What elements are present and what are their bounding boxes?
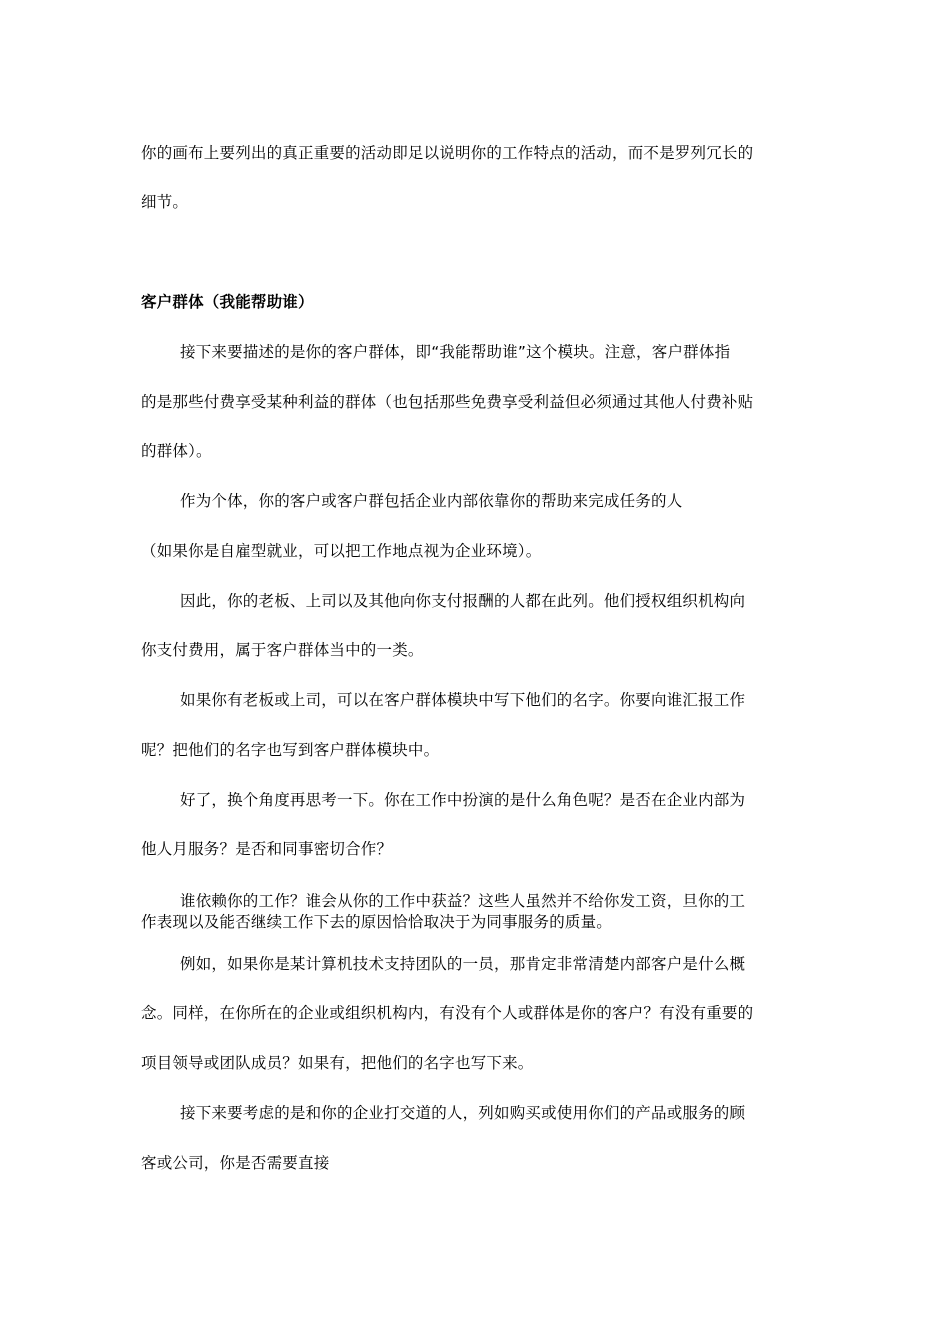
paragraph-line: 呢？把他们的名字也写到客户群体模块中。	[141, 741, 440, 759]
intro-line-1: 你的画布上要列出的真正重要的活动即足以说明你的工作特点的活动，而不是罗列冗长的	[141, 144, 754, 162]
paragraph-line: 的群体）。	[141, 442, 212, 460]
paragraph-line: 接下来要描述的是你的客户群体，即“我能帮助谁”这个模块。注意，客户群体指	[180, 343, 731, 361]
paragraph-line: 你支付费用，属于客户群体当中的一类。	[141, 641, 424, 659]
paragraph-line: 接下来要考虑的是和你的企业打交道的人，列如购买或使用你们的产品或服务的顾	[180, 1104, 746, 1122]
paragraph-line: 的是那些付费享受某种利益的群体（也包括那些免费享受利益但必须通过其他人付费补贴	[141, 393, 754, 411]
paragraph-line: 例如，如果你是某计算机技术支持团队的一员，那肯定非常清楚内部客户是什么概	[180, 955, 746, 973]
paragraph-line: 念。同样，在你所在的企业或组织机构内，有没有个人或群体是你的客户？有没有重要的	[141, 1004, 754, 1022]
paragraph-line: 客或公司，你是否需要直接	[141, 1154, 330, 1172]
section-title: 客户群体（我能帮助谁）	[141, 293, 314, 311]
paragraph-line: 因此，你的老板、上司以及其他向你支付报酬的人都在此列。他们授权组织机构向	[180, 592, 746, 610]
paragraph-line: 谁依赖你的工作？谁会从你的工作中获益？这些人虽然并不给你发工资，旦你的工	[180, 892, 746, 910]
paragraph-line: （如果你是自雇型就业，可以把工作地点视为企业环境）。	[141, 542, 542, 560]
paragraph-line: 好了，换个角度再思考一下。你在工作中扮演的是什么角色呢？是否在企业内部为	[180, 791, 746, 809]
paragraph-line: 如果你有老板或上司，可以在客户群体模块中写下他们的名字。你要向谁汇报工作	[180, 691, 746, 709]
paragraph-line: 作为个体，你的客户或客户群包括企业内部依靠你的帮助来完成任务的人	[180, 492, 683, 510]
paragraph-line: 作表现以及能否继续工作下去的原因恰恰取决于为同事服务的质量。	[141, 913, 613, 931]
paragraph-line: 他人月服务？是否和同事密切合作？	[141, 840, 393, 858]
paragraph-line: 项目领导或团队成员？如果有，把他们的名字也写下来。	[141, 1054, 534, 1072]
intro-line-2: 细节。	[141, 193, 189, 211]
